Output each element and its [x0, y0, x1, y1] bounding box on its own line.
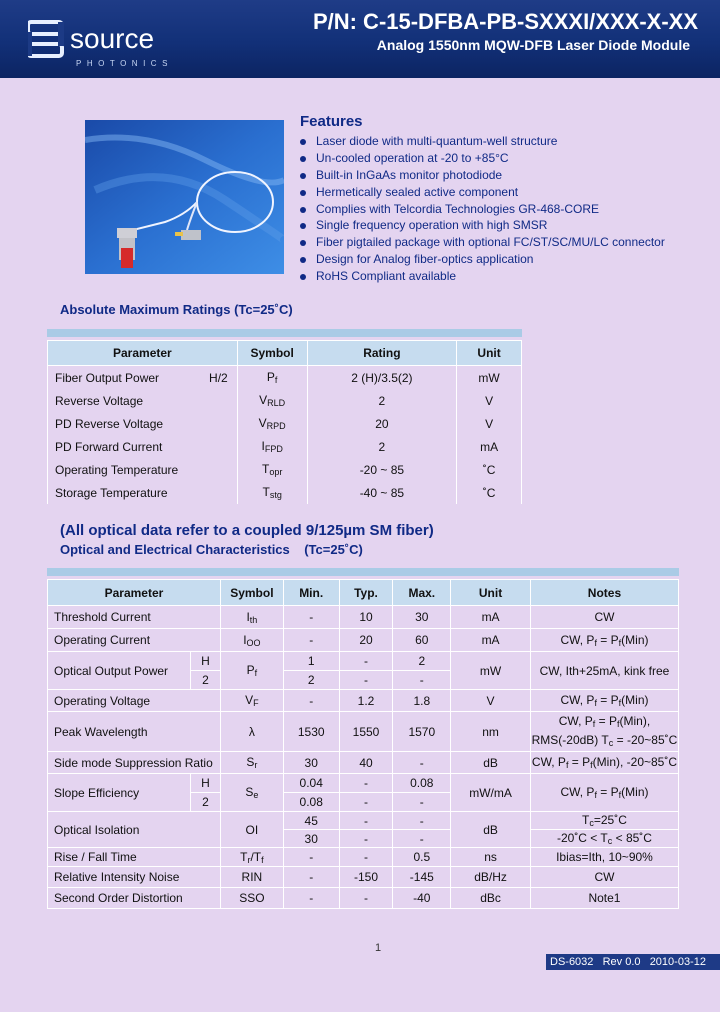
bullet-icon	[300, 240, 306, 246]
table-row	[48, 481, 522, 504]
table-row: 30 - - -20˚C < $T_c$ < 85˚C	[48, 830, 679, 848]
unit-cell: V	[457, 412, 522, 435]
table-row: Threshold Current $I_{th}$ - 10 30 mA CW	[48, 606, 679, 629]
date: 2010-03-12	[649, 956, 706, 968]
header-banner	[0, 0, 720, 78]
unit-cell: ˚C	[457, 458, 522, 481]
symbol-cell: $P_f$	[237, 366, 307, 390]
list-item: Design for Analog fiber-optics application	[300, 251, 665, 268]
table-row: Slope Efficiency H $S_e$ 0.04 - 0.08 mW/mA CW, $P_f = P_f(Min)$	[48, 774, 679, 793]
product-photo	[85, 120, 284, 274]
symbol-cell: $T_{stg}$	[237, 481, 307, 504]
col-header: Symbol	[220, 580, 283, 606]
source-photonics-logo	[28, 20, 228, 72]
table-top-band	[47, 329, 522, 337]
list-item: Fiber pigtailed package with optional FC/ST/SC/MU/LC connector	[300, 234, 665, 251]
unit-cell: V	[457, 389, 522, 412]
col-header: Parameter	[48, 341, 238, 366]
table-row	[48, 412, 522, 435]
abs-ratings-title: Absolute Maximum Ratings (Tc=25˚C)	[60, 302, 293, 317]
symbol-cell: $V_{RLD}$	[237, 389, 307, 412]
col-header: Rating	[307, 341, 457, 366]
bullet-icon	[300, 139, 306, 145]
table-top-band	[47, 568, 679, 576]
bullet-icon	[300, 274, 306, 280]
table-row: Relative Intensity Noise RIN - -150 -145 dB/Hz CW	[48, 867, 679, 888]
col-header: Max.	[393, 580, 451, 606]
symbol-cell: $I_{FPD}$	[237, 435, 307, 458]
table-row	[48, 435, 522, 458]
table-row: Peak Wavelength λ 1530 1550 1570 nm CW, $P_f = P_f(Min)$, RMS(-20dB) $T_c$ = -20~85˚C	[48, 712, 679, 752]
list-item: Hermetically sealed active component	[300, 184, 665, 201]
unit-cell: mW	[457, 366, 522, 390]
col-header: Notes	[530, 580, 678, 606]
logo-subtext: PHOTONICS	[76, 59, 173, 68]
table-header-row	[48, 580, 679, 606]
rating-cell: 2	[307, 435, 457, 458]
unit-cell: mA	[457, 435, 522, 458]
footer-bar	[546, 954, 720, 970]
rating-cell: 20	[307, 412, 457, 435]
col-header: Unit	[457, 341, 522, 366]
rating-cell: 2 (H)/3.5(2)	[307, 366, 457, 390]
list-item: Single frequency operation with high SMSR	[300, 217, 665, 234]
table-header-row	[48, 341, 522, 366]
table-row	[48, 458, 522, 481]
col-header: Parameter	[48, 580, 221, 606]
list-item: Built-in InGaAs monitor photodiode	[300, 167, 665, 184]
revision: Rev 0.0	[602, 956, 641, 968]
bullet-icon	[300, 257, 306, 263]
rating-cell: -40 ~ 85	[307, 481, 457, 504]
symbol-cell: $T_{opr}$	[237, 458, 307, 481]
product-subtitle: Analog 1550nm MQW-DFB Laser Diode Module	[376, 37, 690, 53]
optical-fiber-note: (All optical data refer to a coupled 9/125µm SM fiber)	[60, 522, 434, 539]
rating-cell: 2	[307, 389, 457, 412]
param-cell: Storage Temperature	[48, 481, 238, 504]
list-item: Complies with Telcordia Technologies GR-468-CORE	[300, 201, 665, 218]
rating-cell: -20 ~ 85	[307, 458, 457, 481]
optical-title: Optical and Electrical Characteristics (Tc=25˚C)	[60, 542, 363, 557]
bullet-icon	[300, 207, 306, 213]
list-item: RoHS Compliant available	[300, 268, 665, 285]
table-row: Optical Isolation OI 45 - - dB $T_c=25˚C$	[48, 812, 679, 830]
param-cell: Reverse Voltage	[48, 389, 238, 412]
table-row	[48, 389, 522, 412]
param-cell: Operating Temperature	[48, 458, 238, 481]
table-row: Rise / Fall Time $T_r/T_f$ - - 0.5 ns Ibias=Ith, 10~90%	[48, 848, 679, 867]
optical-table	[47, 579, 679, 909]
bullet-icon	[300, 173, 306, 179]
bullet-icon	[300, 223, 306, 229]
table-row	[48, 366, 522, 390]
bullet-icon	[300, 190, 306, 196]
col-header: Min.	[283, 580, 339, 606]
features-list	[300, 133, 665, 285]
part-number: P/N: C-15-DFBA-PB-SXXXI/XXX-X-XX	[312, 9, 698, 34]
features-title: Features	[300, 113, 363, 130]
symbol-cell: $V_{RPD}$	[237, 412, 307, 435]
param-cell: Fiber Output Power H/2	[48, 366, 238, 390]
list-item: Un-cooled operation at -20 to +85°C	[300, 150, 665, 167]
table-row: Operating Current $I_{OO}$ - 20 60 mA CW, $P_f = P_f(Min)$	[48, 629, 679, 652]
abs-ratings-table	[47, 340, 522, 504]
page-number: 1	[375, 942, 382, 954]
bullet-icon	[300, 156, 306, 162]
doc-number: DS-6032	[550, 956, 594, 968]
col-header: Symbol	[237, 341, 307, 366]
logo-text: source	[70, 23, 155, 54]
table-row: 2 0.08 - -	[48, 793, 679, 812]
table-row: Operating Voltage $V_F$ - 1.2 1.8 V CW, $P_f = P_f(Min)$	[48, 690, 679, 712]
table-row: Optical Output Power H $P_f$ 1 - 2 mW CW, Ith+25mA, kink free	[48, 652, 679, 671]
table-row: Second Order Distortion SSO - - -40 dBc Note1	[48, 888, 679, 909]
table-row: 2 2 - -	[48, 671, 679, 690]
unit-cell: ˚C	[457, 481, 522, 504]
param-cell: PD Reverse Voltage	[48, 412, 238, 435]
list-item: Laser diode with multi-quantum-well structure	[300, 133, 665, 150]
table-row: Side mode Suppression Ratio $S_r$ 30 40 - dB CW, $P_f = P_f(Min)$, -20~85˚C	[48, 752, 679, 774]
col-header: Unit	[451, 580, 531, 606]
param-cell: PD Forward Current	[48, 435, 238, 458]
col-header: Typ.	[339, 580, 393, 606]
